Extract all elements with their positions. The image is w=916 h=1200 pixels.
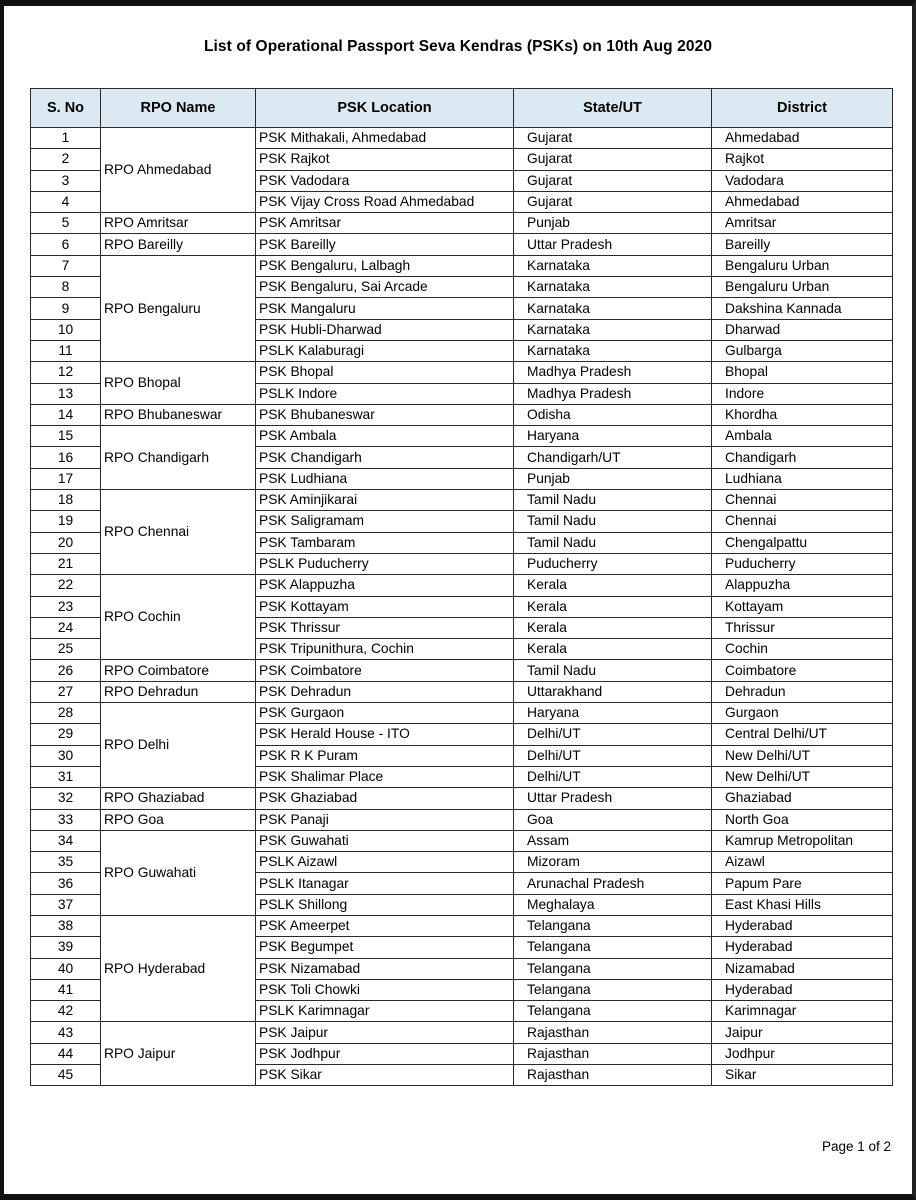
district-cell: New Delhi/UT: [712, 766, 893, 787]
serial-number-cell: 40: [31, 958, 101, 979]
district-cell: Gurgaon: [712, 703, 893, 724]
psk-location-cell: PSK Chandigarh: [256, 447, 514, 468]
psk-location-cell: PSK Bengaluru, Sai Arcade: [256, 277, 514, 298]
header-sno: S. No: [31, 89, 101, 128]
serial-number-cell: 37: [31, 894, 101, 915]
psk-location-cell: PSK Vijay Cross Road Ahmedabad: [256, 191, 514, 212]
psk-location-cell: PSK Begumpet: [256, 937, 514, 958]
state-ut-cell: Gujarat: [514, 170, 712, 191]
state-ut-cell: Assam: [514, 830, 712, 851]
serial-number-cell: 29: [31, 724, 101, 745]
state-ut-cell: Telangana: [514, 1001, 712, 1022]
district-cell: East Khasi Hills: [712, 894, 893, 915]
state-ut-cell: Telangana: [514, 979, 712, 1000]
district-cell: Gulbarga: [712, 340, 893, 361]
psk-location-cell: PSLK Indore: [256, 383, 514, 404]
district-cell: Khordha: [712, 404, 893, 425]
serial-number-cell: 11: [31, 340, 101, 361]
psk-location-cell: PSLK Puducherry: [256, 553, 514, 574]
psk-location-cell: PSK Tambaram: [256, 532, 514, 553]
psk-location-cell: PSLK Aizawl: [256, 852, 514, 873]
state-ut-cell: Telangana: [514, 915, 712, 936]
serial-number-cell: 45: [31, 1065, 101, 1086]
psk-location-cell: PSK R K Puram: [256, 745, 514, 766]
state-ut-cell: Uttar Pradesh: [514, 788, 712, 809]
state-ut-cell: Karnataka: [514, 319, 712, 340]
serial-number-cell: 44: [31, 1043, 101, 1064]
rpo-name-cell: RPO Jaipur: [101, 1022, 256, 1086]
district-cell: Coimbatore: [712, 660, 893, 681]
district-cell: Cochin: [712, 639, 893, 660]
serial-number-cell: 24: [31, 617, 101, 638]
district-cell: Alappuzha: [712, 575, 893, 596]
header-district: District: [712, 89, 893, 128]
state-ut-cell: Delhi/UT: [514, 745, 712, 766]
state-ut-cell: Karnataka: [514, 255, 712, 276]
serial-number-cell: 19: [31, 511, 101, 532]
serial-number-cell: 7: [31, 255, 101, 276]
state-ut-cell: Haryana: [514, 426, 712, 447]
psk-location-cell: PSK Saligramam: [256, 511, 514, 532]
serial-number-cell: 43: [31, 1022, 101, 1043]
psk-location-cell: PSK Jaipur: [256, 1022, 514, 1043]
district-cell: Nizamabad: [712, 958, 893, 979]
district-cell: Kottayam: [712, 596, 893, 617]
state-ut-cell: Meghalaya: [514, 894, 712, 915]
state-ut-cell: Punjab: [514, 468, 712, 489]
serial-number-cell: 33: [31, 809, 101, 830]
district-cell: Bhopal: [712, 362, 893, 383]
psk-location-cell: PSK Ameerpet: [256, 915, 514, 936]
serial-number-cell: 41: [31, 979, 101, 1000]
table-row: [31, 213, 893, 234]
table-body: [31, 128, 893, 1086]
state-ut-cell: Gujarat: [514, 191, 712, 212]
district-cell: Vadodara: [712, 170, 893, 191]
district-cell: Thrissur: [712, 617, 893, 638]
serial-number-cell: 23: [31, 596, 101, 617]
psk-table: [30, 88, 893, 1086]
rpo-name-cell: RPO Bhopal: [101, 362, 256, 405]
district-cell: Ahmedabad: [712, 128, 893, 149]
serial-number-cell: 25: [31, 639, 101, 660]
serial-number-cell: 30: [31, 745, 101, 766]
state-ut-cell: Uttar Pradesh: [514, 234, 712, 255]
state-ut-cell: Karnataka: [514, 340, 712, 361]
rpo-name-cell: RPO Delhi: [101, 703, 256, 788]
table-header-row: [31, 89, 893, 128]
state-ut-cell: Arunachal Pradesh: [514, 873, 712, 894]
state-ut-cell: Madhya Pradesh: [514, 362, 712, 383]
table-row: [31, 660, 893, 681]
rpo-name-cell: RPO Chennai: [101, 490, 256, 575]
rpo-name-cell: RPO Amritsar: [101, 213, 256, 234]
psk-location-cell: PSK Ghaziabad: [256, 788, 514, 809]
state-ut-cell: Punjab: [514, 213, 712, 234]
table-row: [31, 703, 893, 724]
psk-location-cell: PSK Coimbatore: [256, 660, 514, 681]
state-ut-cell: Karnataka: [514, 277, 712, 298]
rpo-name-cell: RPO Coimbatore: [101, 660, 256, 681]
state-ut-cell: Rajasthan: [514, 1022, 712, 1043]
rpo-name-cell: RPO Chandigarh: [101, 426, 256, 490]
state-ut-cell: Odisha: [514, 404, 712, 425]
serial-number-cell: 4: [31, 191, 101, 212]
district-cell: Jodhpur: [712, 1043, 893, 1064]
state-ut-cell: Gujarat: [514, 149, 712, 170]
table-row: [31, 404, 893, 425]
header-rpo-name: RPO Name: [101, 89, 256, 128]
state-ut-cell: Chandigarh/UT: [514, 447, 712, 468]
rpo-name-cell: RPO Ahmedabad: [101, 128, 256, 213]
table-row: [31, 128, 893, 149]
psk-location-cell: PSK Vadodara: [256, 170, 514, 191]
psk-location-cell: PSK Mangaluru: [256, 298, 514, 319]
table-row: [31, 1022, 893, 1043]
psk-location-cell: PSK Jodhpur: [256, 1043, 514, 1064]
state-ut-cell: Rajasthan: [514, 1043, 712, 1064]
district-cell: New Delhi/UT: [712, 745, 893, 766]
psk-location-cell: PSK Ludhiana: [256, 468, 514, 489]
serial-number-cell: 22: [31, 575, 101, 596]
psk-location-cell: PSLK Shillong: [256, 894, 514, 915]
district-cell: Chennai: [712, 511, 893, 532]
district-cell: Hyderabad: [712, 937, 893, 958]
district-cell: Jaipur: [712, 1022, 893, 1043]
district-cell: Hyderabad: [712, 915, 893, 936]
state-ut-cell: Kerala: [514, 575, 712, 596]
table-row: [31, 830, 893, 851]
rpo-name-cell: RPO Guwahati: [101, 830, 256, 915]
state-ut-cell: Kerala: [514, 639, 712, 660]
district-cell: Bareilly: [712, 234, 893, 255]
psk-location-cell: PSK Bengaluru, Lalbagh: [256, 255, 514, 276]
serial-number-cell: 15: [31, 426, 101, 447]
serial-number-cell: 13: [31, 383, 101, 404]
rpo-name-cell: RPO Bhubaneswar: [101, 404, 256, 425]
serial-number-cell: 2: [31, 149, 101, 170]
serial-number-cell: 35: [31, 852, 101, 873]
state-ut-cell: Goa: [514, 809, 712, 830]
serial-number-cell: 31: [31, 766, 101, 787]
page-number: Page 1 of 2: [821, 1139, 891, 1154]
district-cell: Kamrup Metropolitan: [712, 830, 893, 851]
state-ut-cell: Telangana: [514, 958, 712, 979]
district-cell: Indore: [712, 383, 893, 404]
state-ut-cell: Karnataka: [514, 298, 712, 319]
serial-number-cell: 17: [31, 468, 101, 489]
serial-number-cell: 8: [31, 277, 101, 298]
psk-location-cell: PSK Panaji: [256, 809, 514, 830]
serial-number-cell: 36: [31, 873, 101, 894]
psk-location-cell: PSK Bhopal: [256, 362, 514, 383]
psk-location-cell: PSK Mithakali, Ahmedabad: [256, 128, 514, 149]
table-row: [31, 575, 893, 596]
psk-location-cell: PSK Shalimar Place: [256, 766, 514, 787]
rpo-name-cell: RPO Dehradun: [101, 681, 256, 702]
psk-location-cell: PSK Nizamabad: [256, 958, 514, 979]
serial-number-cell: 42: [31, 1001, 101, 1022]
district-cell: Bengaluru Urban: [712, 277, 893, 298]
state-ut-cell: Tamil Nadu: [514, 660, 712, 681]
district-cell: Ahmedabad: [712, 191, 893, 212]
state-ut-cell: Puducherry: [514, 553, 712, 574]
serial-number-cell: 6: [31, 234, 101, 255]
header-state-ut: State/UT: [514, 89, 712, 128]
serial-number-cell: 21: [31, 553, 101, 574]
district-cell: Chandigarh: [712, 447, 893, 468]
psk-location-cell: PSK Guwahati: [256, 830, 514, 851]
psk-location-cell: PSK Aminjikarai: [256, 490, 514, 511]
serial-number-cell: 5: [31, 213, 101, 234]
psk-location-cell: PSK Dehradun: [256, 681, 514, 702]
state-ut-cell: Gujarat: [514, 128, 712, 149]
psk-location-cell: PSK Hubli-Dharwad: [256, 319, 514, 340]
psk-location-cell: PSK Herald House - ITO: [256, 724, 514, 745]
psk-location-cell: PSLK Itanagar: [256, 873, 514, 894]
district-cell: Bengaluru Urban: [712, 255, 893, 276]
serial-number-cell: 32: [31, 788, 101, 809]
psk-location-cell: PSK Kottayam: [256, 596, 514, 617]
serial-number-cell: 39: [31, 937, 101, 958]
psk-location-cell: PSK Ambala: [256, 426, 514, 447]
serial-number-cell: 34: [31, 830, 101, 851]
district-cell: Central Delhi/UT: [712, 724, 893, 745]
serial-number-cell: 18: [31, 490, 101, 511]
serial-number-cell: 38: [31, 915, 101, 936]
state-ut-cell: Madhya Pradesh: [514, 383, 712, 404]
rpo-name-cell: RPO Goa: [101, 809, 256, 830]
district-cell: Ludhiana: [712, 468, 893, 489]
table-row: [31, 681, 893, 702]
state-ut-cell: Uttarakhand: [514, 681, 712, 702]
document-title: List of Operational Passport Seva Kendras (PSKs) on 10th Aug 2020: [203, 38, 713, 55]
psk-location-cell: PSK Gurgaon: [256, 703, 514, 724]
psk-location-cell: PSK Toli Chowki: [256, 979, 514, 1000]
state-ut-cell: Delhi/UT: [514, 766, 712, 787]
district-cell: Puducherry: [712, 553, 893, 574]
rpo-name-cell: RPO Ghaziabad: [101, 788, 256, 809]
district-cell: Sikar: [712, 1065, 893, 1086]
district-cell: Ambala: [712, 426, 893, 447]
district-cell: Chennai: [712, 490, 893, 511]
psk-location-cell: PSK Tripunithura, Cochin: [256, 639, 514, 660]
psk-location-cell: PSK Bhubaneswar: [256, 404, 514, 425]
serial-number-cell: 27: [31, 681, 101, 702]
psk-location-cell: PSK Rajkot: [256, 149, 514, 170]
serial-number-cell: 1: [31, 128, 101, 149]
serial-number-cell: 20: [31, 532, 101, 553]
rpo-name-cell: RPO Cochin: [101, 575, 256, 660]
psk-location-cell: PSK Alappuzha: [256, 575, 514, 596]
table-row: [31, 426, 893, 447]
header-psk-location: PSK Location: [256, 89, 514, 128]
district-cell: Karimnagar: [712, 1001, 893, 1022]
district-cell: Rajkot: [712, 149, 893, 170]
state-ut-cell: Rajasthan: [514, 1065, 712, 1086]
district-cell: Dehradun: [712, 681, 893, 702]
table-row: [31, 915, 893, 936]
table-row: [31, 788, 893, 809]
district-cell: Chengalpattu: [712, 532, 893, 553]
serial-number-cell: 12: [31, 362, 101, 383]
state-ut-cell: Delhi/UT: [514, 724, 712, 745]
state-ut-cell: Tamil Nadu: [514, 511, 712, 532]
table-row: [31, 809, 893, 830]
serial-number-cell: 26: [31, 660, 101, 681]
serial-number-cell: 28: [31, 703, 101, 724]
rpo-name-cell: RPO Bengaluru: [101, 255, 256, 361]
psk-location-cell: PSK Bareilly: [256, 234, 514, 255]
psk-location-cell: PSLK Karimnagar: [256, 1001, 514, 1022]
serial-number-cell: 9: [31, 298, 101, 319]
district-cell: Hyderabad: [712, 979, 893, 1000]
district-cell: Aizawl: [712, 852, 893, 873]
district-cell: Amritsar: [712, 213, 893, 234]
table-row: [31, 362, 893, 383]
state-ut-cell: Tamil Nadu: [514, 490, 712, 511]
psk-location-cell: PSK Thrissur: [256, 617, 514, 638]
psk-location-cell: PSK Sikar: [256, 1065, 514, 1086]
state-ut-cell: Mizoram: [514, 852, 712, 873]
rpo-name-cell: RPO Hyderabad: [101, 915, 256, 1021]
serial-number-cell: 3: [31, 170, 101, 191]
state-ut-cell: Telangana: [514, 937, 712, 958]
psk-location-cell: PSK Amritsar: [256, 213, 514, 234]
psk-location-cell: PSLK Kalaburagi: [256, 340, 514, 361]
state-ut-cell: Haryana: [514, 703, 712, 724]
rpo-name-cell: RPO Bareilly: [101, 234, 256, 255]
serial-number-cell: 14: [31, 404, 101, 425]
district-cell: Dharwad: [712, 319, 893, 340]
state-ut-cell: Kerala: [514, 617, 712, 638]
district-cell: North Goa: [712, 809, 893, 830]
district-cell: Ghaziabad: [712, 788, 893, 809]
state-ut-cell: Kerala: [514, 596, 712, 617]
state-ut-cell: Tamil Nadu: [514, 532, 712, 553]
table-row: [31, 490, 893, 511]
district-cell: Dakshina Kannada: [712, 298, 893, 319]
serial-number-cell: 16: [31, 447, 101, 468]
table-row: [31, 255, 893, 276]
table-row: [31, 234, 893, 255]
serial-number-cell: 10: [31, 319, 101, 340]
district-cell: Papum Pare: [712, 873, 893, 894]
